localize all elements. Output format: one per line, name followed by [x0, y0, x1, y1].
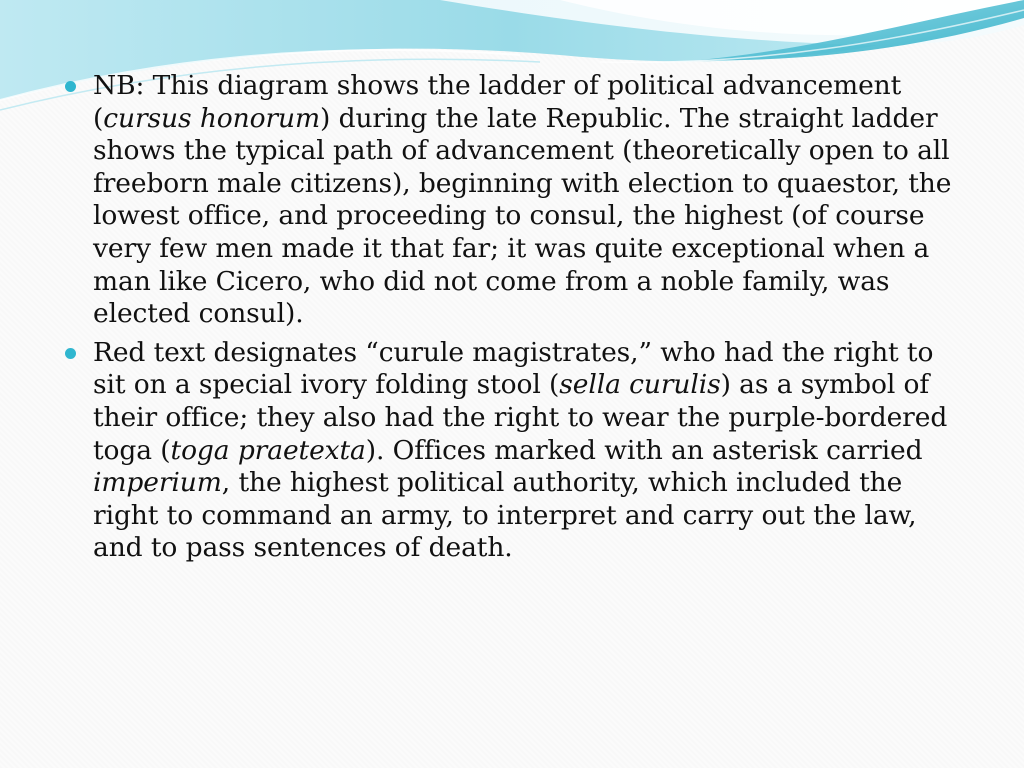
bullet-dot-icon	[65, 348, 76, 359]
italic-term: cursus honorum	[103, 102, 321, 134]
italic-term: sella curulis	[559, 369, 721, 401]
text-segment: ). Offices marked with an asterisk carried	[365, 434, 923, 466]
text-segment: , the highest political authority, which included the right to command an army, to interpret and carry out the law, and to pass sentences of death.	[93, 467, 917, 564]
text-segment: ) as a symbol of their office; they also had the right to wear the purple-bordered toga (	[93, 369, 948, 466]
italic-term: toga praetexta	[170, 434, 366, 466]
text-segment: Red text designates “curule magistrates,” who had the right to sit on a special ivory folding stool (	[93, 336, 934, 401]
bullet-text	[93, 70, 951, 329]
bullet-item	[62, 70, 962, 331]
text-segment: NB: This diagram shows the ladder of political advancement (	[93, 70, 902, 134]
bullet-item	[62, 337, 962, 565]
text-segment: ) during the late Republic. The straight ladder shows the typical path of advancement (theoretically open to all freeborn male citizens), beginning with election to quaestor, the lowest office, and proceeding to consul, the highest (of course very few men made it that far; it was quite exceptional when a man like Cicero, who did not come from a noble family, was elected consul).	[93, 102, 952, 330]
bullet-list	[62, 70, 962, 571]
bullet-text	[93, 337, 947, 564]
italic-term: imperium	[93, 467, 222, 499]
bullet-dot-icon	[65, 81, 76, 92]
